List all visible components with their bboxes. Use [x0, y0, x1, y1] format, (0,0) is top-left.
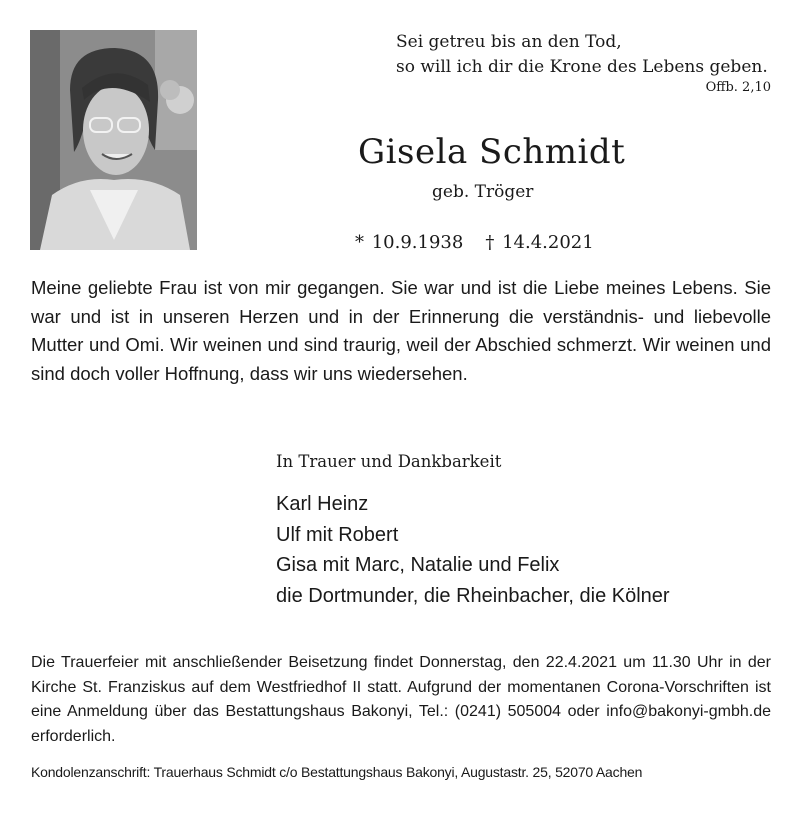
birth-date: * 10.9.1938	[355, 232, 464, 253]
deceased-name: Gisela Schmidt	[358, 132, 626, 172]
tribute-text: Meine geliebte Frau ist von mir gegangen. Sie war und ist die Liebe meines Lebens. Sie war und ist in unseren Herzen und in der Erinnerung die verständnis- und liebevolle Mutter und Omi. Wir weinen und sind traurig, weil der Abschied schmerzt. Wir weinen und sind doch voller Hoffnung, dass wir uns wiedersehen.	[31, 277, 771, 384]
life-dates	[355, 232, 594, 253]
mourner-line: Ulf mit Robert	[276, 523, 399, 546]
verse-line-2: so will ich dir die Krone des Lebens geben.	[396, 57, 768, 77]
condolence-address: Kondolenzanschrift: Trauerhaus Schmidt c/o Bestattungshaus Bakonyi, Augustastr. 25, 52070 Aachen	[31, 764, 643, 780]
mourner-line: Karl Heinz	[276, 493, 369, 515]
mourner-line: Gisa mit Marc, Natalie und Felix	[276, 554, 560, 576]
death-date: † 14.4.2021	[485, 232, 594, 253]
verse-reference: Offb. 2,10	[705, 80, 771, 95]
mourners-list	[276, 489, 670, 611]
gratitude-line: In Trauer und Dankbarkeit	[276, 452, 502, 471]
mourner-line: die Dortmunder, die Rheinbacher, die Kölner	[276, 584, 670, 607]
portrait-photo	[30, 30, 197, 250]
bible-verse	[396, 30, 768, 80]
verse-line-1: Sei getreu bis an den Tod,	[396, 32, 622, 52]
maiden-name: geb. Tröger	[432, 182, 534, 202]
service-notice: Die Trauerfeier mit anschließender Beisetzung findet Donnerstag, den 22.4.2021 um 11.30 Uhr in der Kirche St. Franziskus auf dem Westfriedhof II statt. Aufgrund der momentanen Corona-Vorschriften ist eine Anmeldung über das Bestattungshaus Bakonyi, Tel.: (0241) 505004 oder info@bakonyi-gmbh.de erforderlich.	[31, 654, 771, 745]
